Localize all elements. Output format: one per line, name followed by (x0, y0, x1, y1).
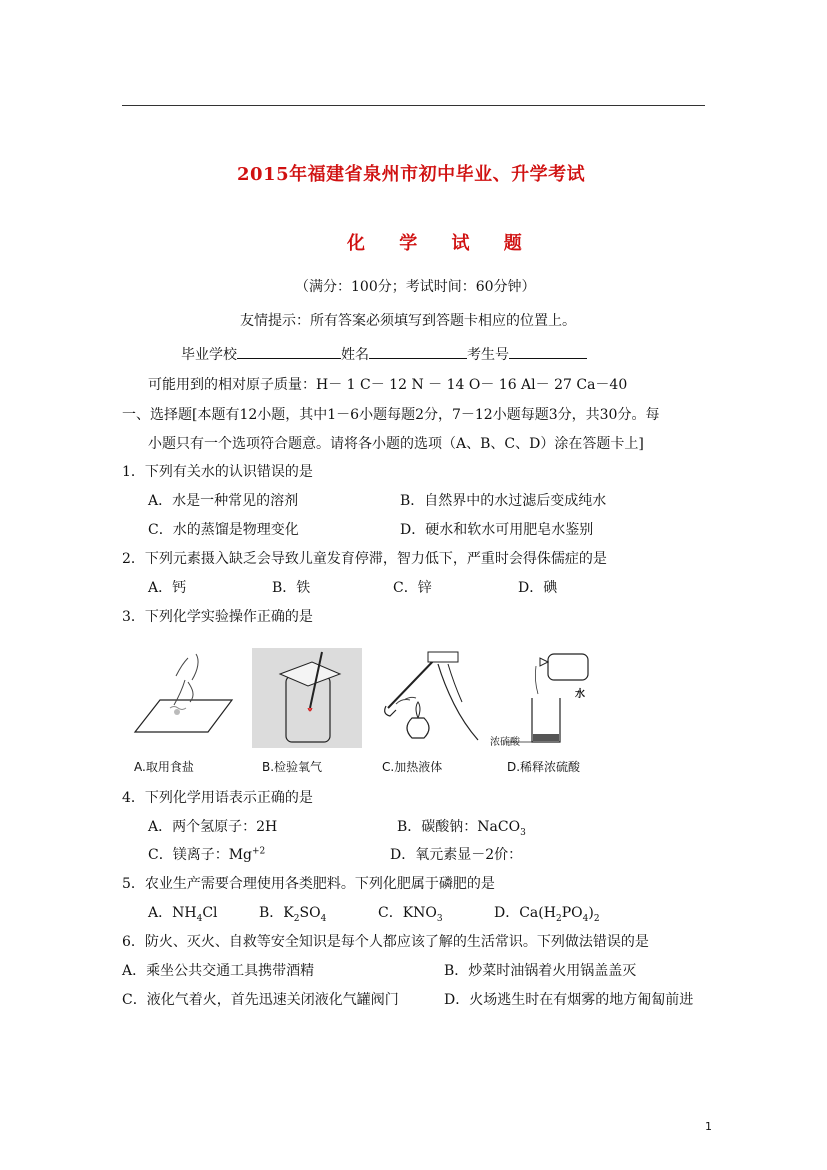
name-field[interactable] (369, 344, 467, 359)
student-info-row (181, 344, 587, 364)
q4-option-a[interactable]: A．两个氢原子：2H (148, 819, 278, 835)
figure-a-caption: A.取用食盐 (134, 760, 194, 774)
q2-option-c[interactable]: C．锌 (393, 580, 432, 596)
q5-stem: 5．农业生产需要合理使用各类肥料。下列化肥属于磷肥的是 (122, 876, 495, 892)
section1-line2: 小题只有一个选项符合题意。请将各小题的选项（A、B、C、D）涂在答题卡上] (148, 436, 644, 452)
q5-option-a[interactable]: A．$NH_4Cl$ (148, 905, 218, 924)
q4-option-b[interactable]: B．碳酸钠：NaCO$_3$ (397, 819, 526, 838)
q4-option-c[interactable]: C．镁离子：$Mg^{+2}$ (148, 846, 266, 863)
q3-stem: 3．下列化学实验操作正确的是 (122, 609, 313, 625)
q1-option-a[interactable]: A．水是一种常见的溶剂 (148, 493, 299, 509)
figure-b-caption: B.检验氧气 (262, 760, 323, 774)
q1-option-b[interactable]: B．自然界中的水过滤后变成纯水 (400, 493, 607, 509)
atomic-masses: 可能用到的相对原子质量：H－ 1 C－ 12 N － 14 O－ 16 Al－ 27 Ca－40 (148, 377, 628, 393)
figure-a-salt-picture (130, 650, 240, 750)
section1-line1: 一、选择题[本题有12小题，其中1－6小题每题2分，7－12小题每题3分，共30分。每 (122, 407, 660, 423)
page-number: 1 (705, 1120, 712, 1133)
q2-option-d[interactable]: D．碘 (518, 580, 558, 596)
q2-option-b[interactable]: B．铁 (272, 580, 311, 596)
q5-option-c[interactable]: C．$KNO_3$ (378, 905, 443, 924)
q1-stem: 1．下列有关水的认识错误的是 (122, 464, 313, 480)
name-label: 姓名 (341, 347, 369, 363)
q6-option-c[interactable]: C．液化气着火，首先迅速关闭液化气罐阀门 (122, 992, 399, 1008)
q2-option-a[interactable]: A．钙 (148, 580, 187, 596)
figure-c-caption: C.加热液体 (382, 760, 443, 774)
q4-stem: 4．下列化学用语表示正确的是 (122, 790, 313, 806)
q1-option-c[interactable]: C．水的蒸馏是物理变化 (148, 522, 299, 538)
q6-option-a[interactable]: A．乘坐公共交通工具携带酒精 (122, 963, 315, 979)
figure-d-water-label: 水 (575, 689, 585, 700)
school-field[interactable] (237, 344, 341, 359)
q4-option-d[interactable]: D．氧元素显－2价： (390, 847, 523, 863)
notice: 友情提示：所有答案必须填写到答题卡相应的位置上。 (240, 313, 576, 329)
figure-d-caption: D.稀释浓硫酸 (507, 760, 581, 774)
q6-option-d[interactable]: D．火场逃生时在有烟雾的地方匍匐前进 (444, 992, 694, 1008)
figure-c-heating-picture (378, 648, 493, 748)
exam-subtitle: 化 学 试 题 (347, 233, 536, 254)
q6-stem: 6．防火、灭火、自救等安全知识是每个人都应该了解的生活常识。下列做法错误的是 (122, 934, 649, 950)
q6-option-b[interactable]: B．炒菜时油锅着火用锅盖盖灭 (444, 963, 637, 979)
exam-title: 2015年福建省泉州市初中毕业、升学考试 (237, 164, 586, 185)
q2-stem: 2．下列元素摄入缺乏会导致儿童发育停滞，智力低下，严重时会得侏儒症的是 (122, 551, 607, 567)
figure-d-acid-label: 浓硫酸 (490, 737, 520, 748)
school-label: 毕业学校 (181, 347, 237, 363)
exam-meta: （满分：100分；考试时间：60分钟） (295, 279, 536, 295)
header-rule (122, 105, 705, 106)
exam-no-label: 考生号 (467, 347, 509, 363)
q1-option-d[interactable]: D．硬水和软水可用肥皂水鉴别 (400, 522, 594, 538)
q5-option-d[interactable]: D．$Ca(H_2PO_4)_2$ (494, 905, 600, 924)
figure-b-oxygen-test (252, 648, 362, 748)
q5-option-b[interactable]: B．$K_2SO_4$ (259, 905, 327, 924)
exam-no-field[interactable] (509, 344, 587, 359)
